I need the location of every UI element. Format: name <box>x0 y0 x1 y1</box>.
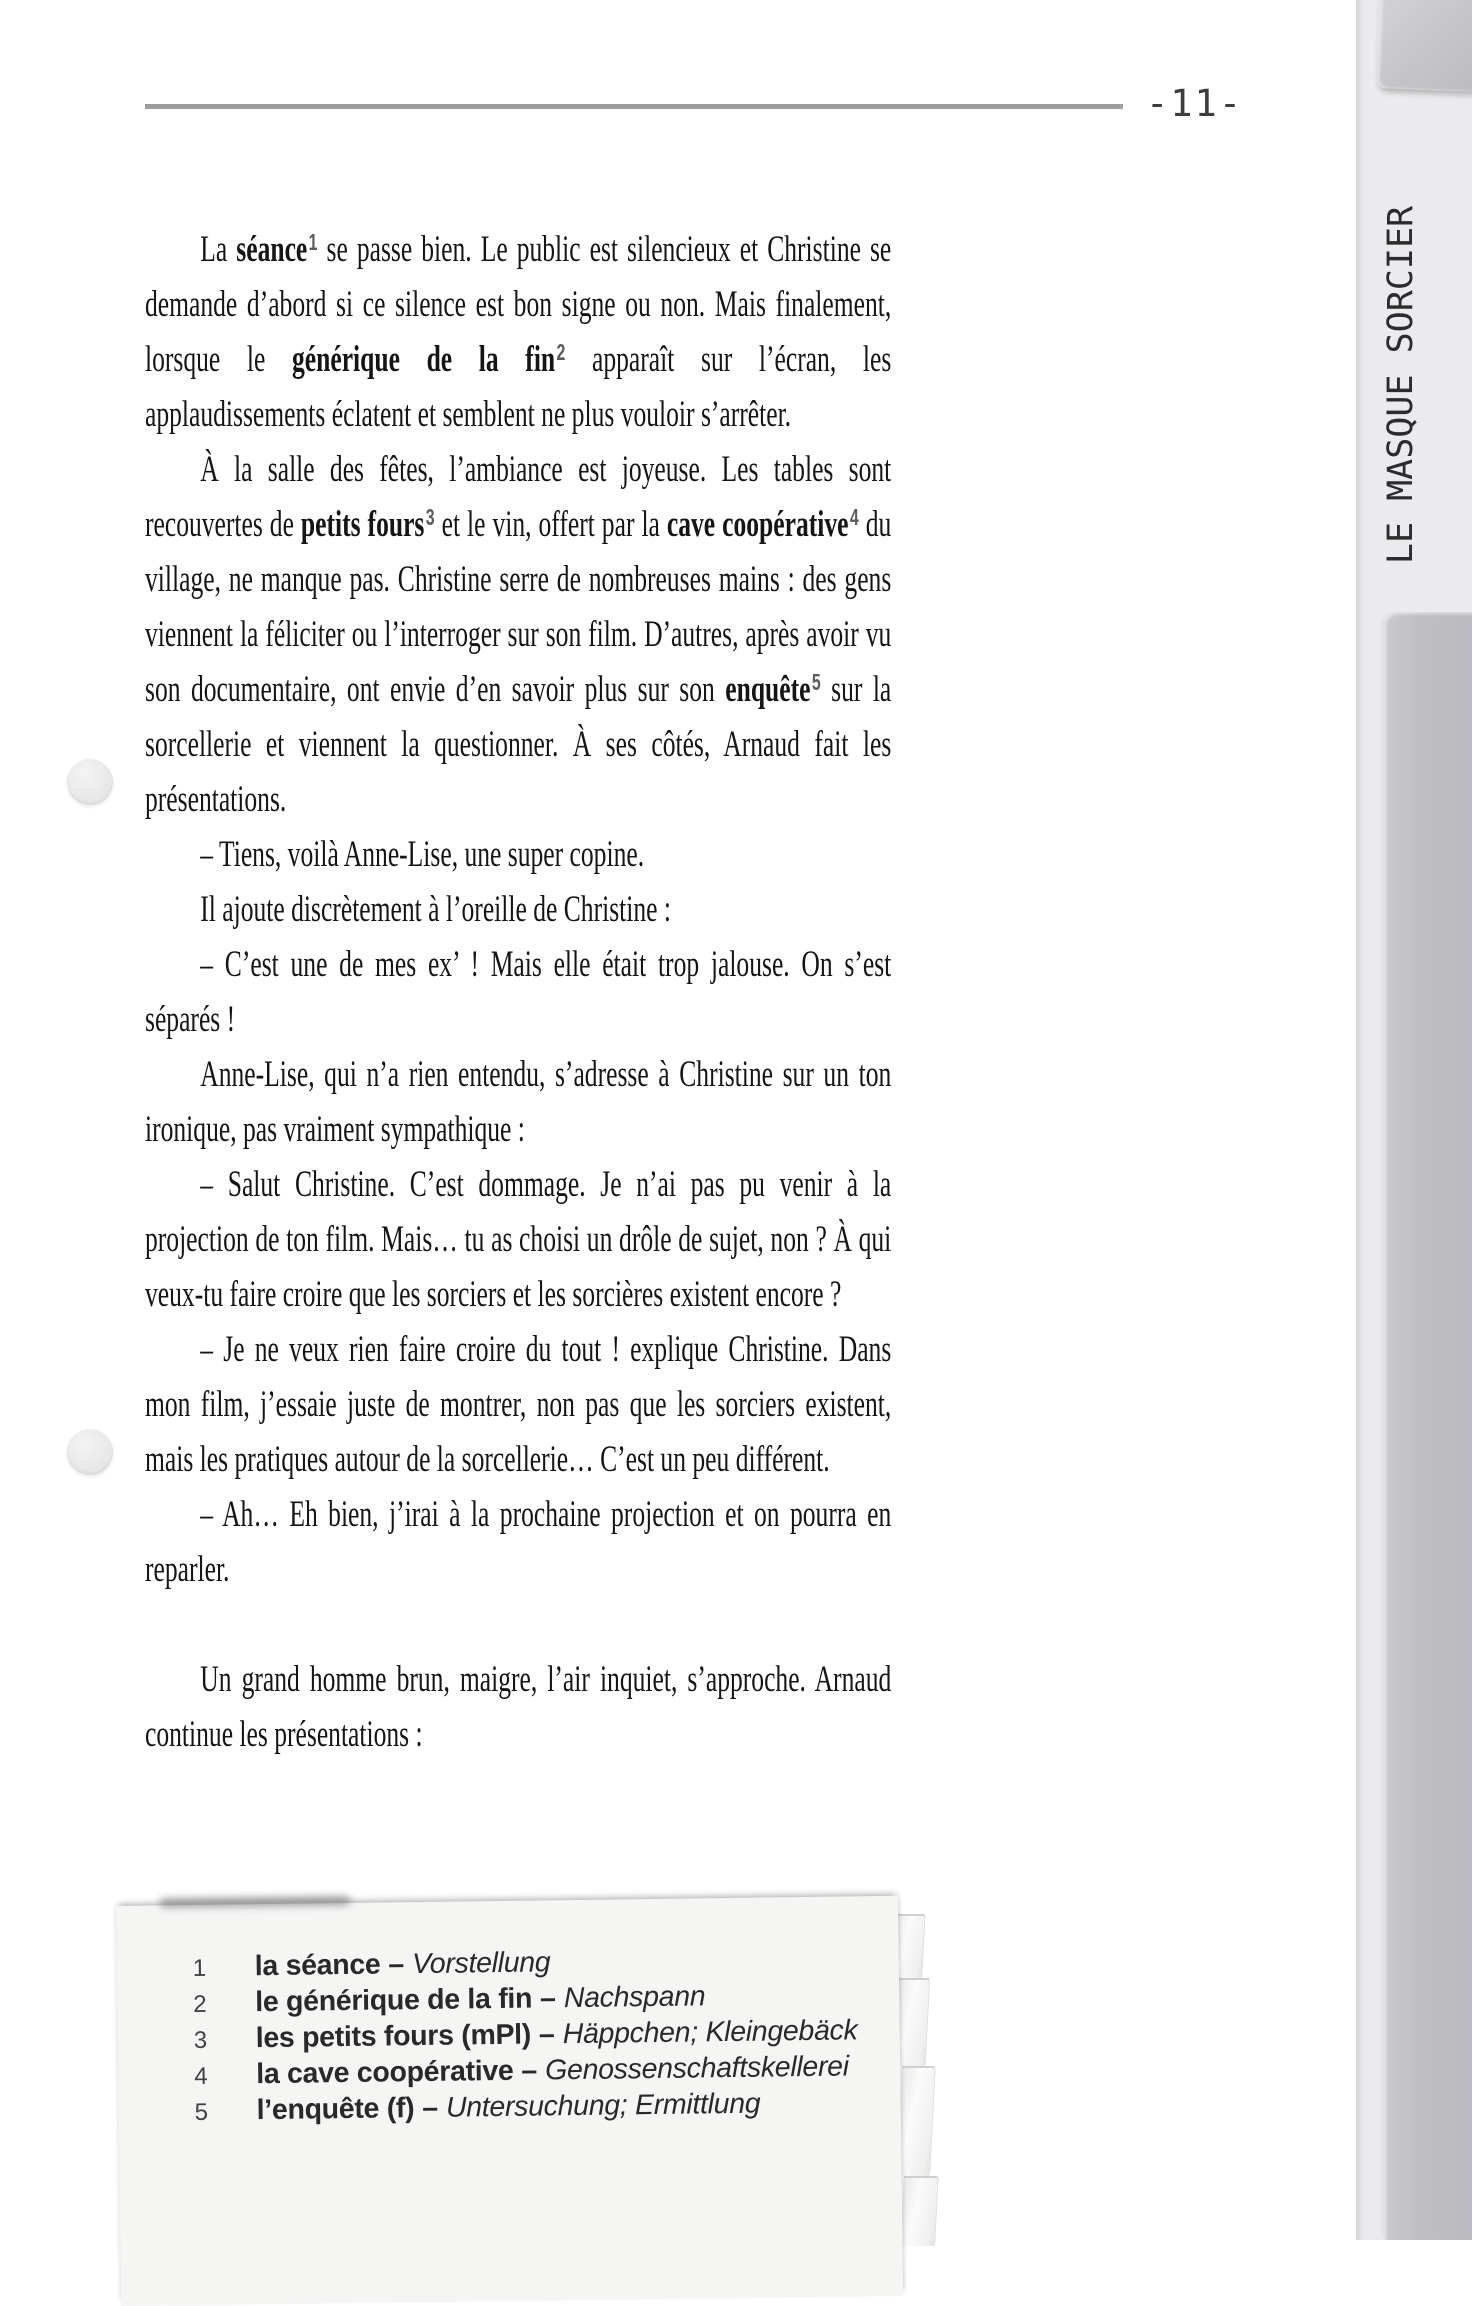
footnote-translation: Untersuchung; Ermittlung <box>445 2087 761 2124</box>
story-text-run: La <box>200 229 237 270</box>
chapter-tab-bottom <box>1384 612 1472 2240</box>
footnote-translation: Nachspann <box>563 1980 706 2015</box>
footnote-ref: 2 <box>556 339 566 365</box>
page-number: -11- <box>1146 82 1244 125</box>
vocab-term: petits fours <box>300 504 425 545</box>
footnote-separator: – <box>380 1948 413 1981</box>
story-paragraph <box>145 882 891 937</box>
footnote-ref: 4 <box>849 504 859 530</box>
footnote-separator: – <box>414 2091 447 2125</box>
story-text-run: À la salle des fêtes, l’ambiance est joyeuse. Les tables sont recouvertes de <box>145 449 892 545</box>
footnote-ref: 1 <box>308 229 318 255</box>
story-text-run: apparaît sur l’écran, les applaudissements éclatent et semblent ne plus vouloir s’arrêter. <box>145 339 892 435</box>
chapter-title-vertical: LE MASQUE SORCIER <box>1381 205 1421 565</box>
story-paragraph <box>145 442 891 827</box>
story-text-run: – C’est une de mes ex’ ! Mais elle était trop jalouse. On s’est séparés ! <box>145 944 892 1040</box>
story-text <box>145 222 891 1762</box>
vocab-term: cave coopérative <box>666 504 849 545</box>
story-paragraph <box>145 937 891 1047</box>
footnote-separator: – <box>530 2018 563 2051</box>
story-text-run: sur la sorcellerie et viennent la questionner. À ses côtés, Arnaud fait les présentations. <box>145 669 892 820</box>
story-paragraph <box>145 1652 891 1762</box>
footnote-term: la séance <box>254 1948 381 1983</box>
footnote-number: 4 <box>194 2062 208 2090</box>
footnote-number: 5 <box>194 2098 209 2126</box>
page-edge <box>896 2066 936 2176</box>
footnote-term: la cave coopérative <box>256 2054 514 2091</box>
story-text-run: – Ah… Eh bien, j’irai à la prochaine projection et on pourra en reparler. <box>145 1494 892 1590</box>
footnote-translation: Genossenschaftskellerei <box>544 2050 849 2087</box>
story-text-run: – Tiens, voilà Anne-Lise, une super copine. <box>200 834 645 875</box>
vocabulary-note <box>116 1896 903 2306</box>
story-text-run: Anne-Lise, qui n’a rien entendu, s’adresse à Christine sur un ton ironique, pas vraiment sympathique : <box>145 1054 892 1150</box>
chapter-tab-top <box>1376 0 1472 92</box>
story-text-run: Un grand homme brun, maigre, l’air inquiet, s’approche. Arnaud continue les présentations : <box>145 1659 892 1755</box>
vocab-term: enquête <box>725 669 811 710</box>
footnote-number: 3 <box>193 2026 208 2054</box>
footnote-separator: – <box>531 1982 565 2015</box>
story-text-run: – Salut Christine. C’est dommage. Je n’ai pas pu venir à la projection de ton film. Mais… tu as choisi un drôle de sujet, non ? À qui veux-tu faire croire que les sorciers et les sorcières existent encore ? <box>145 1164 892 1315</box>
footnote-term: le générique de la fin <box>255 1982 533 2019</box>
binder-hole <box>67 759 113 805</box>
footnote-separator: – <box>513 2054 546 2087</box>
footnote-translation: Häppchen; Kleingebäck <box>562 2014 858 2051</box>
story-paragraph <box>145 827 891 882</box>
footnote-term: l’enquête (f) <box>256 2092 415 2127</box>
page-edge <box>900 2176 939 2246</box>
header-rule <box>145 104 1123 109</box>
story-text-run: – Je ne veux rien faire croire du tout ! explique Christine. Dans mon film, j’essaie juste de montrer, non pas que les sorciers existent, mais les pratiques autour de la sorcellerie… C’est un peu différent. <box>145 1329 892 1480</box>
footnote-list <box>116 1896 901 2132</box>
story-paragraph <box>145 1157 891 1322</box>
story-text-run: et le vin, offert par la <box>434 504 667 545</box>
footnote-term: les petits fours (mPl) <box>255 2018 532 2055</box>
footnote-number: 2 <box>193 1990 207 2018</box>
story-paragraph <box>145 1047 891 1157</box>
story-text-run: se passe bien. Le public est silencieux et Christine se demande d’abord si ce silence est bon signe ou non. Mais finalement, lorsque le <box>145 229 892 380</box>
footnote-ref: 3 <box>425 504 435 530</box>
vocab-term: générique de la fin <box>291 339 556 380</box>
footnote-number: 1 <box>192 1954 207 1982</box>
story-paragraph <box>145 1322 891 1487</box>
story-text-run: du village, ne manque pas. Christine serre de nombreuses mains : des gens viennent la féliciter ou l’interroger sur son film. D’autres, après avoir vu son documentaire, ont envie d’en savoir plus sur son <box>145 504 892 710</box>
binder-hole <box>67 1429 113 1475</box>
vocab-term: séance <box>236 229 308 270</box>
story-paragraph <box>145 1487 891 1597</box>
story-text-run: Il ajoute discrètement à l’oreille de Christine : <box>200 889 671 930</box>
footnote-ref: 5 <box>811 669 821 695</box>
footnote-translation: Vorstellung <box>411 1946 551 1981</box>
story-paragraph <box>145 222 891 442</box>
